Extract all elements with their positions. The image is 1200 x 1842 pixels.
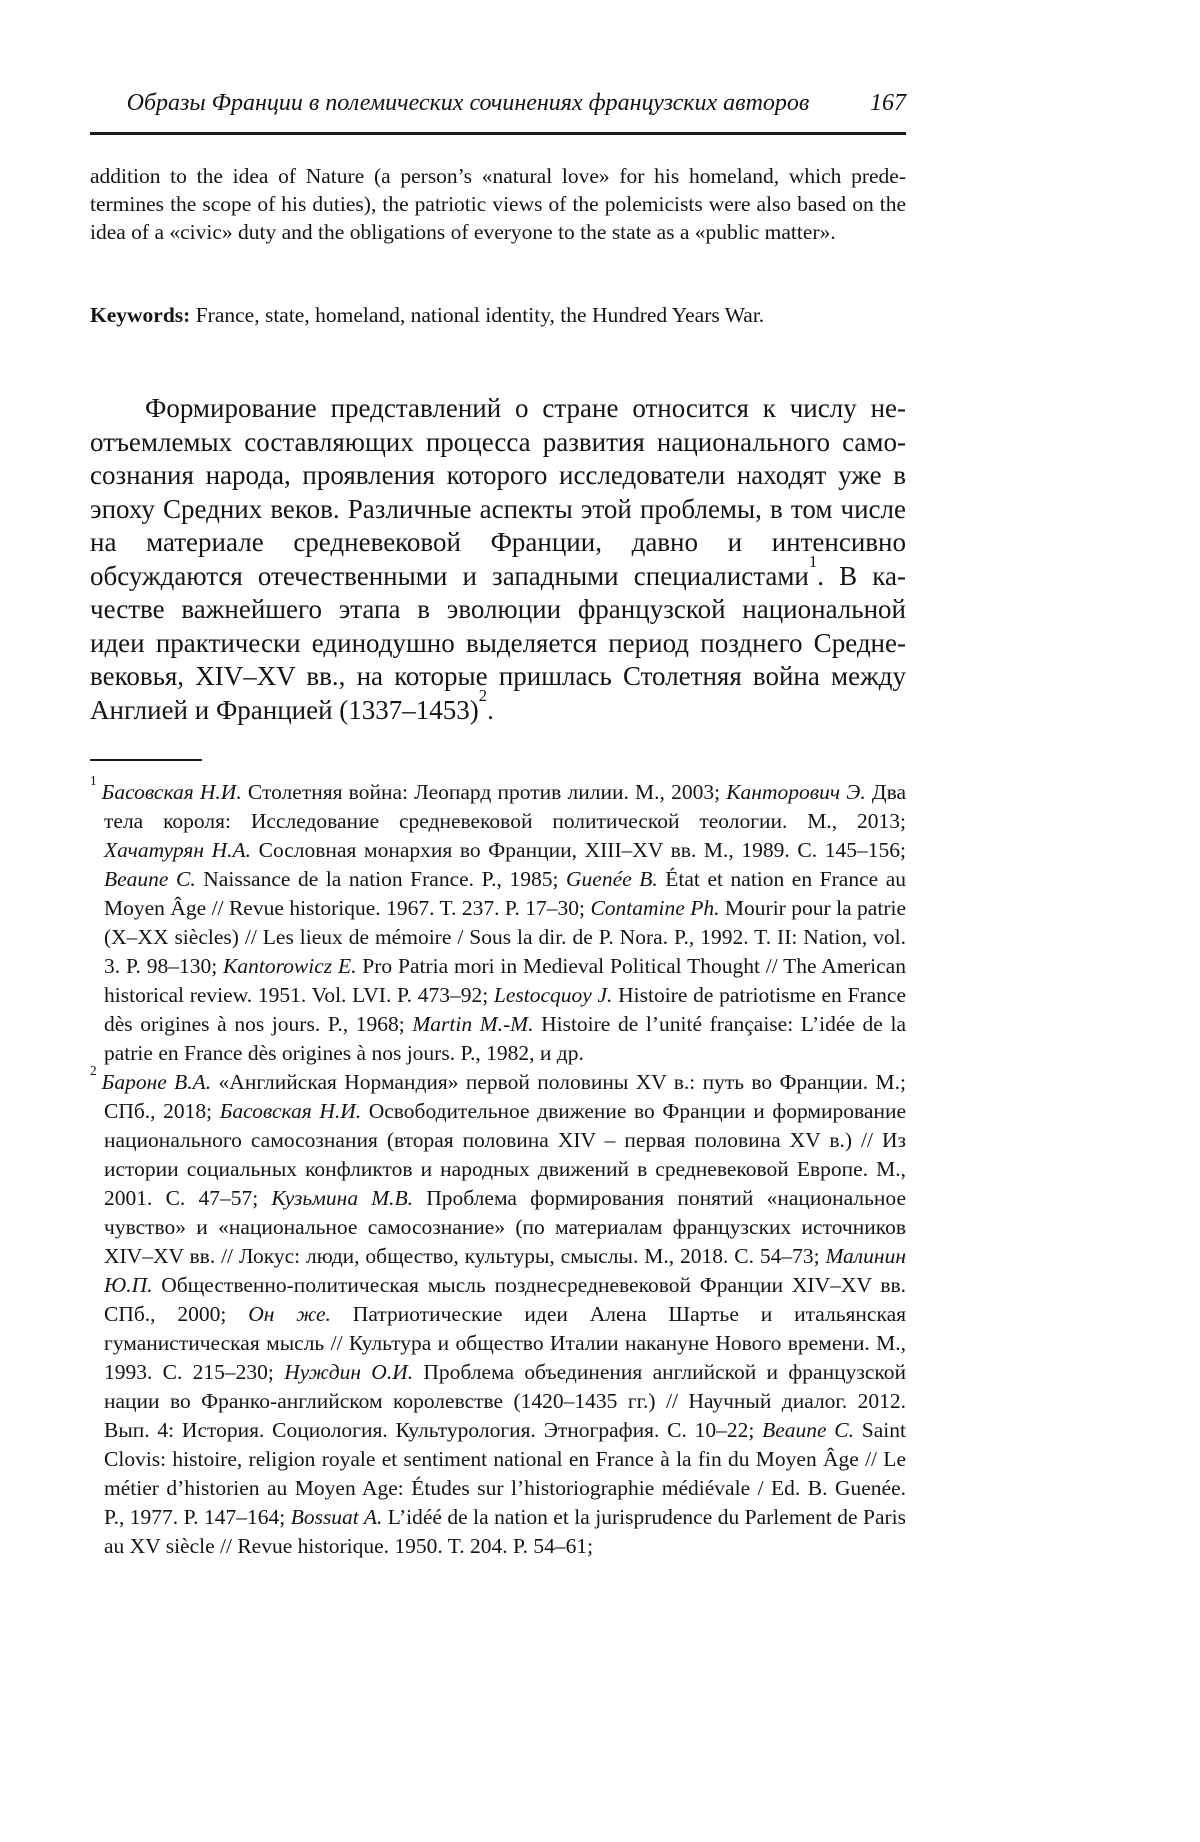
header-rule: [90, 132, 906, 135]
footnote-1: [90, 772, 907, 1068]
keywords-text: France, state, homeland, national identity, the Hundred Years War.: [190, 303, 765, 327]
running-header: [90, 88, 906, 118]
footnote-2-text: Бароне В.А. «Английская Нормандия» первой половины XV в.: путь во Франции. М.; СПб., 2018; Басовская Н.И. Освободительное движение во Франции и формирование национального самосознания (вторая половина XIV – первая половина XV в.) // Из истории социальных конфликтов и народных движений в средневековой Европе. М., 2001. С. 47–57; Кузьмина М.В. Проблема формирования понятий «национальное чувство» и «национальное самосознание» (по материалам французских источников XIV–XV вв. // Локус: люди, общество, культуры, смыслы. М., 2018. С. 54–73; Малинин Ю.П. Общественно-политическая мысль позднесредневековой Франции XIV–XV вв. СПб., 2000; Он же. Патриотические идеи Алена Шартье и итальянская гуманистическая мысль // Культура и общество Италии накануне Нового времени. М., 1993. С. 215–230; Нуждин О.И. Проблема объединения английской и французской нации во Франко-английском королевстве (1420–1435 гг.) // Научный диалог. 2012. Вып. 4: История. Социология. Культурология. Этнография. С. 10–22; Beaune C. Saint Clovis: histoire, religion royale et sentiment national en France à la fin du Moyen Âge // Le métier d’historien au Moyen Age: Études sur l’historiographie médiévale / Ed. B. Guenée. P., 1977. P. 147–164; Bossuat A. L’idéé de la nation et la jurisprudence du Parlement de Paris au XV siècle // Revue historique. 1950. T. 204. P. 54–61;: [101, 1070, 907, 1558]
footnote-1-text: Басовская Н.И. Столетняя война: Леопард против лилии. М., 2003; Канторович Э. Два тела короля: Исследование средневековой политической теологии. М., 2013; Хачатурян Н.А. Сословная монархия во Франции, XIII–XV вв. М., 1989. С. 145–156; Beaune C. Naissance de la nation France. P., 1985; Guenée B. État et nation en France au Moyen Âge // Revue historique. 1967. T. 237. P. 17–30; Contamine Ph. Mourir pour la patrie (X–XX siècles) // Les lieux de mémoire / Sous la dir. de P. Nora. P., 1992. T. II: Nation, vol. 3. P. 98–130; Kantorowicz E. Pro Patria mori in Medieval Political Thought // The American historical review. 1951. Vol. LVI. P. 473–92; Lestocquoy J. Histoire de patriotisme en France dès origines à nos jours. P., 1968; Martin M.-M. Histoire de l’unité française: L’idée de la patrie en France dès origines à nos jours. P., 1982, и др.: [101, 780, 907, 1065]
footnote-separator-rule: [90, 759, 202, 761]
footnote-ref-1: 1: [808, 551, 818, 571]
page-content: [90, 88, 906, 1561]
footnote-ref-2: 2: [478, 685, 488, 705]
footnote-1-marker: 1: [90, 772, 97, 788]
keywords-label: Keywords:: [90, 303, 191, 327]
page-number: 167: [870, 90, 906, 116]
footnote-2: [90, 1062, 907, 1561]
footnote-2-marker: 2: [90, 1062, 97, 1078]
keywords-paragraph: [90, 301, 906, 329]
main-text-paragraph: Формирование представлений о стране относится к числу неотъемлемых составляющих процесса развития национального самосознания народа, проявления которого исследователи находят уже в эпоху Средних веков. Различные аспекты этой проблемы, в том числе на материале средневековой Франции, давно и интенсивно обсуждаются отечественными и западными специалистами$^1$. В качестве важнейшего этапа в эволюции французской национальной идеи практически единодушно выделяется период позднего Средневековья, XIV–XV вв., на которые пришлась Столетняя война между Англией и Францией (1337–1453)$^2$.: [90, 393, 906, 725]
footnotes-block: [90, 772, 907, 1561]
running-header-title: Образы Франции в полемических сочинениях французских авторов: [126, 90, 810, 116]
abstract-paragraph-en: addition to the idea of Nature (a person’s «natural love» for his homeland, which predetermines the scope of his duties), the patriotic views of the polemicists were also based on the idea of a «civic» duty and the obligations of everyone to the state as a «public matter».: [90, 164, 906, 244]
